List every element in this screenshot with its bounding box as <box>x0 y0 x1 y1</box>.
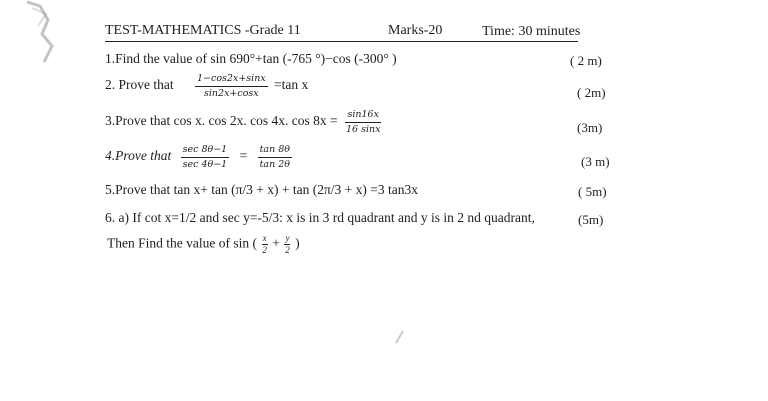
test-title: TEST-MATHEMATICS -Grade 11 <box>105 23 301 38</box>
fraction-numerator: 1−cos2x+sinx <box>195 74 268 87</box>
fraction-denominator: 2 <box>262 245 267 255</box>
fraction-denominator: tan 2θ <box>259 158 290 170</box>
question-4 <box>105 145 295 169</box>
fraction-numerator: tan 8θ <box>258 145 292 158</box>
fraction-denominator: 16 sinx <box>345 123 381 135</box>
question-4-fraction-left <box>181 145 230 169</box>
question-4-marks: (3 m) <box>581 154 610 169</box>
question-2-fraction <box>195 74 268 98</box>
question-6-marks: (5m) <box>578 212 604 227</box>
fraction-numerator: x <box>262 233 267 243</box>
question-2-suffix: =tan x <box>274 77 309 93</box>
question-1-marks: ( 2 m) <box>570 53 602 68</box>
scan-mark <box>393 328 407 346</box>
equals-sign: = <box>239 148 248 164</box>
scan-smudge <box>22 0 62 70</box>
fraction-numerator: sec 8θ−1 <box>181 145 230 158</box>
half-x-fraction <box>261 234 268 255</box>
question-1: 1.Find the value of sin 690°+tan (-765 °)−cos (-300° ) <box>105 51 397 66</box>
question-3 <box>105 110 385 134</box>
question-5-marks: ( 5m) <box>578 184 607 199</box>
question-5: 5.Prove that tan x+ tan (π/3 + x) + tan (2π/3 + x) =3 tan3x <box>105 182 419 197</box>
continuation-suffix: ) <box>295 235 300 251</box>
question-3-marks: (3m) <box>577 120 603 135</box>
continuation-prefix: Then Find the value of sin ( <box>107 235 257 251</box>
plus-sign: + <box>272 235 280 251</box>
fraction-numerator: sin16x <box>345 110 380 123</box>
question-3-prefix: 3.Prove that cos x. cos 2x. cos 4x. cos 8x = <box>105 113 338 129</box>
half-y-fraction <box>284 234 291 255</box>
question-4-fraction-right <box>258 145 292 169</box>
fraction-denominator: sec 4θ−1 <box>182 158 228 170</box>
marks-label: Marks-20 <box>388 23 443 38</box>
question-6: 6. a) If cot x=1/2 and sec y=-5/3: x is in 3 rd quadrant and y is in 2 nd quadrant, <box>105 210 535 225</box>
question-4-prefix: 4.Prove that <box>105 148 172 164</box>
question-2-marks: ( 2m) <box>577 85 606 100</box>
question-2 <box>105 74 308 98</box>
question-3-fraction <box>344 110 383 134</box>
fraction-numerator: y <box>285 233 290 243</box>
time-label: Time: 30 minutes <box>482 24 581 39</box>
fraction-denominator: sin2x+cosx <box>204 87 259 99</box>
fraction-denominator: 2 <box>285 245 290 255</box>
question-6-continuation <box>107 234 300 255</box>
question-2-prefix: 2. Prove that <box>105 77 174 93</box>
